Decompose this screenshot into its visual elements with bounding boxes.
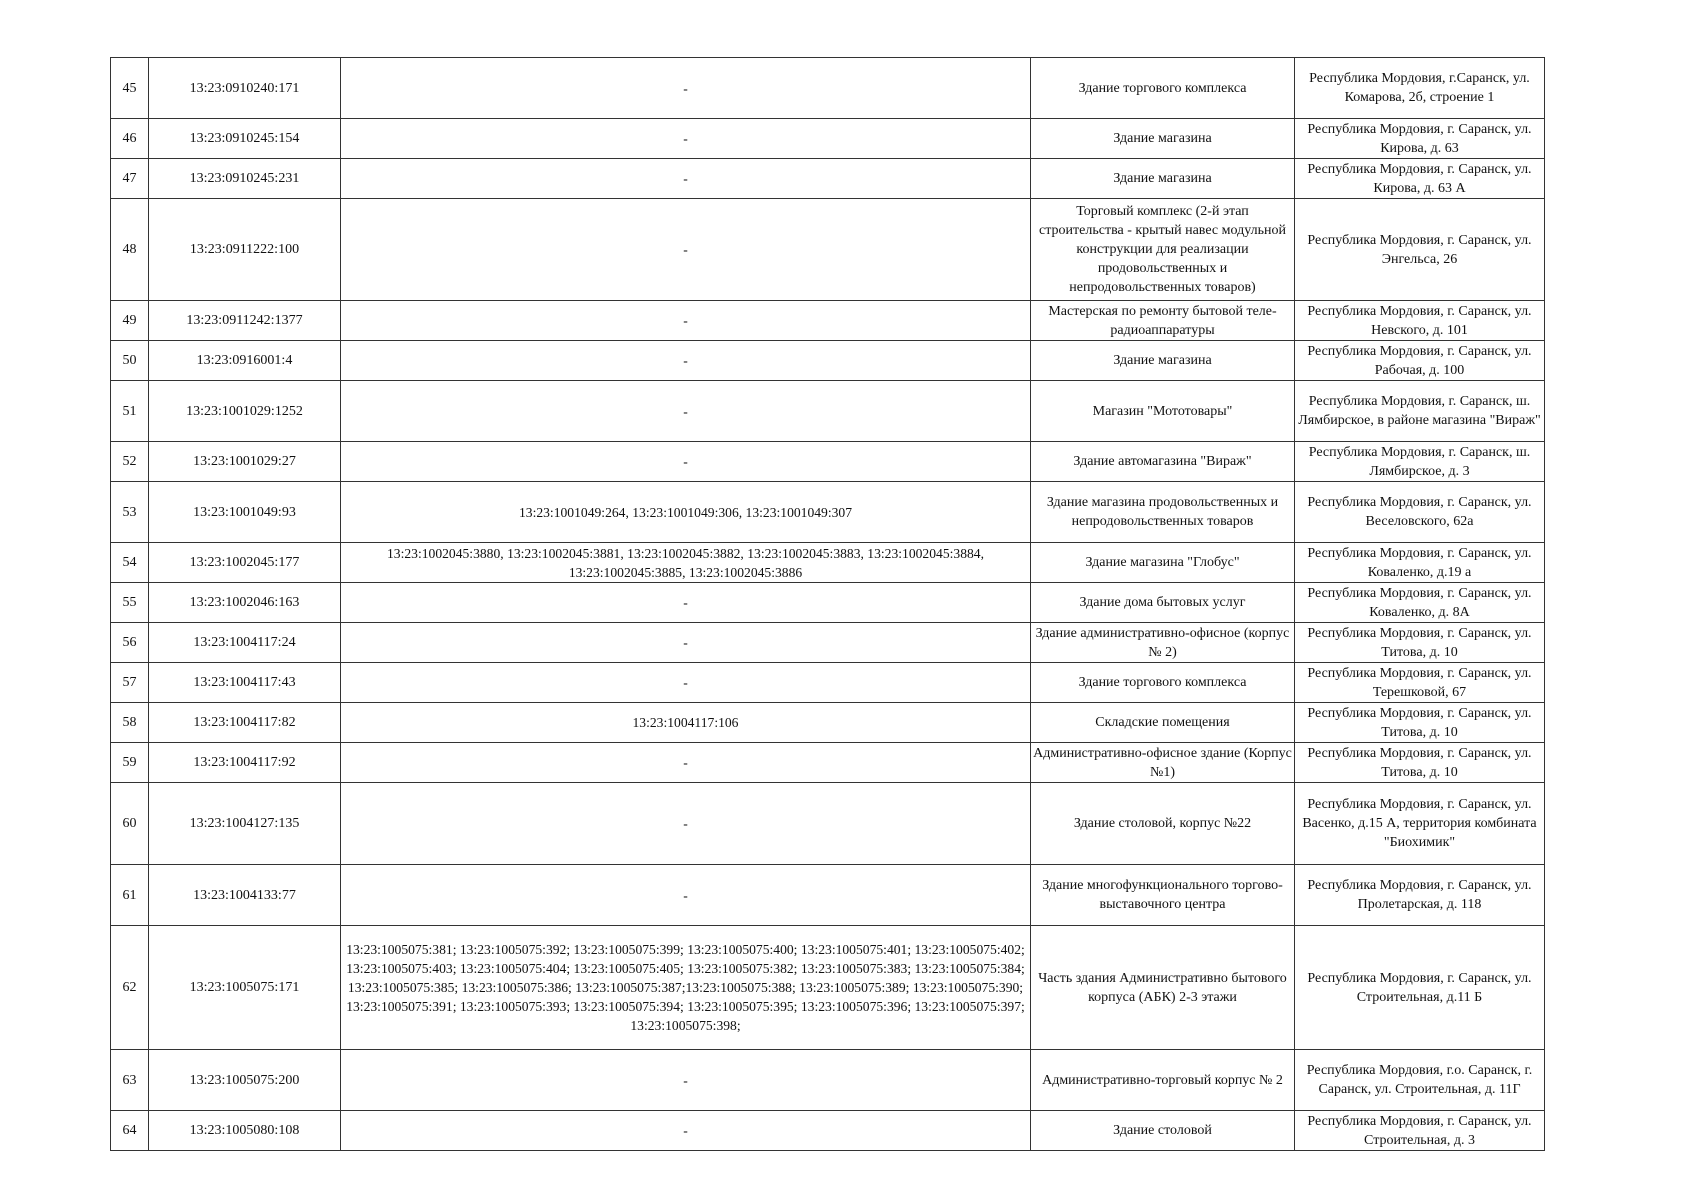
table-row (111, 199, 1545, 301)
object-address: Республика Мордовия, г. Саранск, ул. Титова, д. 10 (1295, 743, 1545, 783)
object-address: Республика Мордовия, г. Саранск, ул. Веселовского, 62а (1295, 482, 1545, 543)
object-name: Здание автомагазина "Вираж" (1031, 442, 1295, 482)
object-name: Здание административно-офисное (корпус № 2) (1031, 623, 1295, 663)
object-address: Республика Мордовия, г. Саранск, ул. Энгельса, 26 (1295, 199, 1545, 301)
cadastral-number: 13:23:1005075:171 (149, 926, 341, 1050)
related-cadastral-numbers: - (341, 159, 1031, 199)
row-number: 50 (111, 341, 149, 381)
row-number: 47 (111, 159, 149, 199)
object-address: Республика Мордовия, г. Саранск, ул. Пролетарская, д. 118 (1295, 865, 1545, 926)
row-number: 62 (111, 926, 149, 1050)
table-row (111, 58, 1545, 119)
row-number: 55 (111, 583, 149, 623)
table-row (111, 341, 1545, 381)
object-name: Здание дома бытовых услуг (1031, 583, 1295, 623)
related-cadastral-numbers: - (341, 663, 1031, 703)
related-cadastral-numbers: - (341, 341, 1031, 381)
related-cadastral-numbers: - (341, 381, 1031, 442)
related-cadastral-numbers: - (341, 119, 1031, 159)
object-address: Республика Мордовия, г. Саранск, ул. Титова, д. 10 (1295, 703, 1545, 743)
cadastral-number: 13:23:1004117:82 (149, 703, 341, 743)
object-name: Складские помещения (1031, 703, 1295, 743)
object-name: Здание торгового комплекса (1031, 58, 1295, 119)
cadastral-number: 13:23:1001029:27 (149, 442, 341, 482)
cadastral-number: 13:23:1001049:93 (149, 482, 341, 543)
object-name: Административно-офисное здание (Корпус №1) (1031, 743, 1295, 783)
object-address: Республика Мордовия, г. Саранск, ул. Кирова, д. 63 (1295, 119, 1545, 159)
object-address: Республика Мордовия, г. Саранск, ул. Коваленко, д. 8А (1295, 583, 1545, 623)
cadastral-number: 13:23:1002045:177 (149, 543, 341, 583)
row-number: 58 (111, 703, 149, 743)
row-number: 49 (111, 301, 149, 341)
related-cadastral-numbers: - (341, 583, 1031, 623)
related-cadastral-numbers: - (341, 783, 1031, 865)
object-address: Республика Мордовия, г. Саранск, ул. Кирова, д. 63 А (1295, 159, 1545, 199)
object-name: Здание столовой, корпус №22 (1031, 783, 1295, 865)
related-cadastral-numbers: - (341, 1111, 1031, 1151)
cadastral-number: 13:23:1004117:92 (149, 743, 341, 783)
object-name: Здание магазина "Глобус" (1031, 543, 1295, 583)
object-address: Республика Мордовия, г.Саранск, ул. Комарова, 2б, строение 1 (1295, 58, 1545, 119)
table-row (111, 623, 1545, 663)
object-name: Здание магазина (1031, 119, 1295, 159)
row-number: 61 (111, 865, 149, 926)
table-row (111, 1111, 1545, 1151)
cadastral-number: 13:23:1004133:77 (149, 865, 341, 926)
cadastral-number: 13:23:1002046:163 (149, 583, 341, 623)
object-name: Магазин "Мототовары" (1031, 381, 1295, 442)
table-row (111, 743, 1545, 783)
row-number: 63 (111, 1050, 149, 1111)
cadastral-number: 13:23:0911222:100 (149, 199, 341, 301)
object-name: Торговый комплекс (2-й этап строительства - крытый навес модульной конструкции для реализации продовольственных и непродовольственных товаров) (1031, 199, 1295, 301)
row-number: 56 (111, 623, 149, 663)
row-number: 54 (111, 543, 149, 583)
object-name: Часть здания Административно бытового корпуса (АБК) 2-3 этажи (1031, 926, 1295, 1050)
cadastral-number: 13:23:1001029:1252 (149, 381, 341, 442)
cadastral-number: 13:23:0911242:1377 (149, 301, 341, 341)
table-row (111, 1050, 1545, 1111)
row-number: 64 (111, 1111, 149, 1151)
cadastral-number: 13:23:0910240:171 (149, 58, 341, 119)
object-address: Республика Мордовия, г. Саранск, ш. Лямбирское, в районе магазина "Вираж" (1295, 381, 1545, 442)
table-row (111, 482, 1545, 543)
object-name: Административно-торговый корпус № 2 (1031, 1050, 1295, 1111)
object-name: Мастерская по ремонту бытовой теле-радиоаппаратуры (1031, 301, 1295, 341)
table-row (111, 301, 1545, 341)
object-name: Здание торгового комплекса (1031, 663, 1295, 703)
table-row (111, 442, 1545, 482)
table-row (111, 381, 1545, 442)
related-cadastral-numbers: - (341, 623, 1031, 663)
cadastral-number: 13:23:1004117:43 (149, 663, 341, 703)
related-cadastral-numbers: 13:23:1004117:106 (341, 703, 1031, 743)
object-address: Республика Мордовия, г. Саранск, ул. Васенко, д.15 А, территория комбината "Биохимик" (1295, 783, 1545, 865)
object-address: Республика Мордовия, г. Саранск, ул. Рабочая, д. 100 (1295, 341, 1545, 381)
object-address: Республика Мордовия, г.о. Саранск, г. Саранск, ул. Строительная, д. 11Г (1295, 1050, 1545, 1111)
row-number: 60 (111, 783, 149, 865)
related-cadastral-numbers: - (341, 58, 1031, 119)
row-number: 48 (111, 199, 149, 301)
cadastral-number: 13:23:0916001:4 (149, 341, 341, 381)
object-address: Республика Мордовия, г. Саранск, ул. Строительная, д.11 Б (1295, 926, 1545, 1050)
row-number: 52 (111, 442, 149, 482)
row-number: 45 (111, 58, 149, 119)
object-name: Здание столовой (1031, 1111, 1295, 1151)
cadastral-number: 13:23:0910245:231 (149, 159, 341, 199)
table-row (111, 865, 1545, 926)
table-row (111, 926, 1545, 1050)
table-row (111, 159, 1545, 199)
related-cadastral-numbers: - (341, 865, 1031, 926)
cadastral-number: 13:23:0910245:154 (149, 119, 341, 159)
object-name: Здание магазина продовольственных и непродовольственных товаров (1031, 482, 1295, 543)
related-cadastral-numbers: - (341, 743, 1031, 783)
table-row (111, 583, 1545, 623)
cadastral-number: 13:23:1004127:135 (149, 783, 341, 865)
object-name: Здание многофункционального торгово-выставочного центра (1031, 865, 1295, 926)
related-cadastral-numbers: - (341, 199, 1031, 301)
object-address: Республика Мордовия, г. Саранск, ш. Лямбирское, д. 3 (1295, 442, 1545, 482)
object-name: Здание магазина (1031, 341, 1295, 381)
object-address: Республика Мордовия, г. Саранск, ул. Невского, д. 101 (1295, 301, 1545, 341)
object-address: Республика Мордовия, г. Саранск, ул. Строительная, д. 3 (1295, 1111, 1545, 1151)
table-row (111, 119, 1545, 159)
object-address: Республика Мордовия, г. Саранск, ул. Терешковой, 67 (1295, 663, 1545, 703)
related-cadastral-numbers: 13:23:1001049:264, 13:23:1001049:306, 13:23:1001049:307 (341, 482, 1031, 543)
object-address: Республика Мордовия, г. Саранск, ул. Титова, д. 10 (1295, 623, 1545, 663)
row-number: 59 (111, 743, 149, 783)
row-number: 57 (111, 663, 149, 703)
table-row (111, 783, 1545, 865)
row-number: 53 (111, 482, 149, 543)
table-row (111, 703, 1545, 743)
cadastral-number: 13:23:1004117:24 (149, 623, 341, 663)
table-row (111, 543, 1545, 583)
object-address: Республика Мордовия, г. Саранск, ул. Коваленко, д.19 а (1295, 543, 1545, 583)
row-number: 46 (111, 119, 149, 159)
related-cadastral-numbers: 13:23:1005075:381; 13:23:1005075:392; 13:23:1005075:399; 13:23:1005075:400; 13:23:1005075:401; 13:23:1005075:402; 13:23:1005075:403; 13:23:1005075:404; 13:23:1005075:405; 13:23:1005075:382; 13:23:1005075:383; 13:23:1005075:384; 13:23:1005075:385; 13:23:1005075:386; 13:23:1005075:387;13:23:1005075:388; 13:23:1005075:389; 13:23:1005075:390; 13:23:1005075:391; 13:23:1005075:393; 13:23:1005075:394; 13:23:1005075:395; 13:23:1005075:396; 13:23:1005075:397; 13:23:1005075:398; (341, 926, 1031, 1050)
related-cadastral-numbers: - (341, 442, 1031, 482)
related-cadastral-numbers: - (341, 1050, 1031, 1111)
related-cadastral-numbers: - (341, 301, 1031, 341)
cadastral-number: 13:23:1005080:108 (149, 1111, 341, 1151)
cadastral-number: 13:23:1005075:200 (149, 1050, 341, 1111)
table-row (111, 663, 1545, 703)
related-cadastral-numbers: 13:23:1002045:3880, 13:23:1002045:3881, 13:23:1002045:3882, 13:23:1002045:3883, 13:23:1002045:3884, 13:23:1002045:3885, 13:23:1002045:3886 (341, 543, 1031, 583)
property-register-table (110, 57, 1545, 1151)
row-number: 51 (111, 381, 149, 442)
object-name: Здание магазина (1031, 159, 1295, 199)
